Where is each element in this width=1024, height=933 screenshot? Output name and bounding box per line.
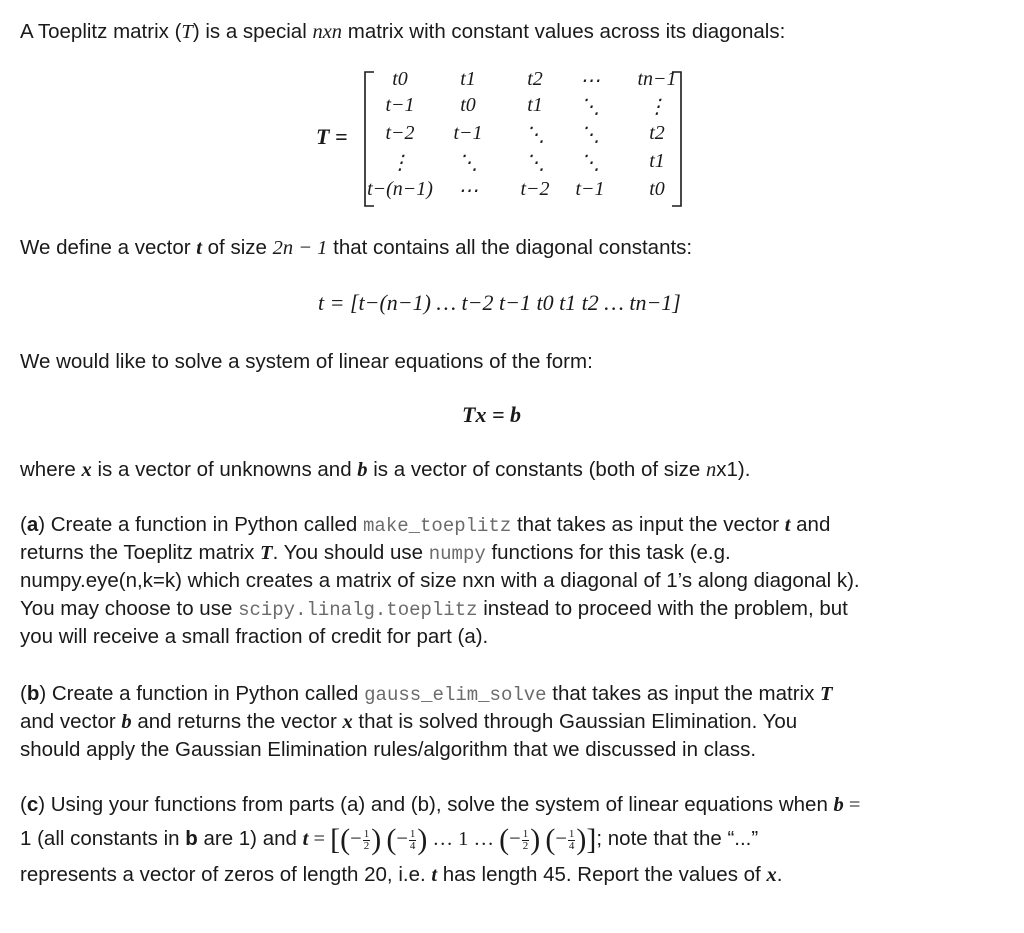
matrix-cell: t−1 xyxy=(385,94,415,116)
matrix-cell: ⋯ xyxy=(458,180,478,202)
matrix-cell: tn−1 xyxy=(637,68,677,90)
intro-line xyxy=(20,18,785,46)
matrix-lhs: T = xyxy=(316,124,348,149)
solve-intro: We would like to solve a system of linear equations of the form: xyxy=(20,350,593,373)
define-size: 2n − 1 xyxy=(272,237,328,259)
part-c-b-symbol: b xyxy=(833,794,844,816)
part-b-line-1: (b) Create a function in Python called gauss_elim_solve that takes as input the matrix T xyxy=(20,682,833,706)
where-text-post: is a vector of constants (both of size xyxy=(367,458,706,481)
part-a-text-7: You may choose to use xyxy=(20,597,239,620)
intro-text: A Toeplitz matrix ( xyxy=(20,20,182,43)
part-b-x-symbol: x xyxy=(342,711,353,733)
where-b-symbol: b xyxy=(357,459,368,481)
part-a-text-3: and xyxy=(790,513,831,536)
part-a-label: a xyxy=(26,513,39,536)
matrix-cell: t1 xyxy=(527,94,543,116)
matrix-cell: ⋮ xyxy=(647,96,667,118)
part-c-text: ) Using your functions from parts (a) and (b), solve the system of linear equations when xyxy=(38,793,834,816)
part-c-text-4: ; note that the “...” xyxy=(596,827,759,850)
part-a-line-4 xyxy=(20,595,848,624)
matrix-cell: ⋱ xyxy=(580,96,600,118)
define-line xyxy=(20,234,692,262)
part-c-text-2: 1 (all constants in xyxy=(20,827,186,850)
where-text-end: x1). xyxy=(716,458,751,481)
define-text: We define a vector xyxy=(20,236,197,259)
intro-size: nxn xyxy=(312,21,343,43)
part-a-scipy: scipy.linalg.toeplitz xyxy=(238,599,478,621)
part-c-text-3: are 1) and xyxy=(197,827,303,850)
system-equation: Tx = b xyxy=(462,402,521,427)
matrix-cell: t−1 xyxy=(575,178,605,200)
matrix-cell: t−(n−1) xyxy=(367,178,433,200)
part-a-line-3: numpy.eye(n,k=k) which creates a matrix of size nxn with a diagonal of 1’s along diagonal k). xyxy=(20,569,860,592)
matrix-cell: ⋱ xyxy=(458,152,478,174)
matrix-cell: ⋱ xyxy=(580,152,600,174)
part-b-label: b xyxy=(26,682,40,705)
where-n-symbol: n xyxy=(705,459,717,481)
part-b-text-2: that takes as input the matrix xyxy=(546,682,821,705)
intro-text-mid: ) is a special xyxy=(192,20,313,43)
part-a-text-2: that takes as input the vector xyxy=(511,513,785,536)
part-c-t-symbol-2: t xyxy=(431,864,438,886)
part-c-line-2 xyxy=(20,825,758,854)
part-c-t-symbol: t xyxy=(302,828,309,850)
part-b-text: ) Create a function in Python called xyxy=(39,682,365,705)
intro-matrix-symbol: T xyxy=(181,21,193,43)
define-vector-symbol: t xyxy=(196,237,202,259)
part-c-text-6: has length 45. Report the values of xyxy=(437,863,767,886)
part-a-text-5: . You should use xyxy=(272,541,429,564)
matrix-cell: t0 xyxy=(460,94,476,116)
part-b-text-3: and vector xyxy=(20,710,122,733)
part-c-t-vector: [(− $\frac{1}{2}$ ) (− $\frac{1}{4}$ ) … 1 … (− $\frac{1}{2}$ ) (− $\frac{1}{4}$ )] xyxy=(330,823,597,856)
define-text-mid: of size xyxy=(201,236,273,259)
part-c-b-bold: b xyxy=(185,827,198,850)
part-c-equals: = xyxy=(843,794,861,816)
part-c-x-symbol: x xyxy=(766,864,777,886)
matrix-cell: t1 xyxy=(460,68,476,90)
matrix-cell: ⋱ xyxy=(525,124,545,146)
part-b-T-symbol: T xyxy=(820,683,833,705)
part-a-numpy: numpy xyxy=(428,543,486,565)
part-a-line-2 xyxy=(20,539,731,568)
part-b-b-symbol: b xyxy=(121,711,132,733)
toeplitz-matrix xyxy=(0,60,1024,220)
part-b-text-4: and returns the vector xyxy=(131,710,343,733)
matrix-cell: ⋱ xyxy=(580,124,600,146)
matrix-cell: t−1 xyxy=(453,122,483,144)
part-a-text-4: returns the Toeplitz matrix xyxy=(20,541,261,564)
part-a-text-8: instead to proceed with the problem, but xyxy=(477,597,848,620)
matrix-cell: ⋮ xyxy=(390,152,410,174)
define-text-end: that contains all the diagonal constants: xyxy=(327,236,693,259)
part-a-function-name: make_toeplitz xyxy=(363,515,512,537)
part-a-line-1: (a) Create a function in Python called make_toeplitz that takes as input the vector t and xyxy=(20,513,831,537)
matrix-cell: t2 xyxy=(527,68,543,90)
part-a-T-symbol: T xyxy=(260,542,273,564)
matrix-cell: t−2 xyxy=(520,178,550,200)
part-b-line-3: should apply the Gaussian Elimination rules/algorithm that we discussed in class. xyxy=(20,738,757,761)
part-a-t-symbol: t xyxy=(784,514,791,536)
part-c-text-7: . xyxy=(776,863,783,886)
t-vector-equation: t = [t−(n−1) … t−2 t−1 t0 t1 t2 … tn−1] xyxy=(318,290,681,315)
part-b-text-5: that is solved through Gaussian Elimination. You xyxy=(352,710,798,733)
part-c-line-1: (c) Using your functions from parts (a) and (b), solve the system of linear equations when b = xyxy=(20,793,861,816)
part-c-equals-2: = xyxy=(308,828,331,850)
where-line xyxy=(20,456,750,484)
where-text-mid: is a vector of unknowns and xyxy=(91,458,358,481)
part-a-text-6: functions for this task (e.g. xyxy=(485,541,731,564)
part-c-label: c xyxy=(26,793,39,816)
where-text: where xyxy=(20,458,82,481)
intro-text-end: matrix with constant values across its diagonals: xyxy=(342,20,786,43)
part-c-text-5: represents a vector of zeros of length 20, i.e. xyxy=(20,863,432,886)
part-c-line-3 xyxy=(20,861,782,889)
matrix-cell: t0 xyxy=(392,68,408,90)
matrix-cell: t0 xyxy=(649,178,665,200)
part-b-line-2 xyxy=(20,708,797,736)
matrix-cell: ⋱ xyxy=(525,152,545,174)
part-a-text: ) Create a function in Python called xyxy=(38,513,364,536)
part-b-function-name: gauss_elim_solve xyxy=(364,684,547,706)
matrix-cell: t−2 xyxy=(385,122,415,144)
part-a-line-5: you will receive a small fraction of credit for part (a). xyxy=(20,625,489,648)
matrix-cell: t1 xyxy=(649,150,665,172)
matrix-cell: ⋯ xyxy=(580,70,600,92)
where-x-symbol: x xyxy=(81,459,92,481)
matrix-cell: t2 xyxy=(649,122,665,144)
